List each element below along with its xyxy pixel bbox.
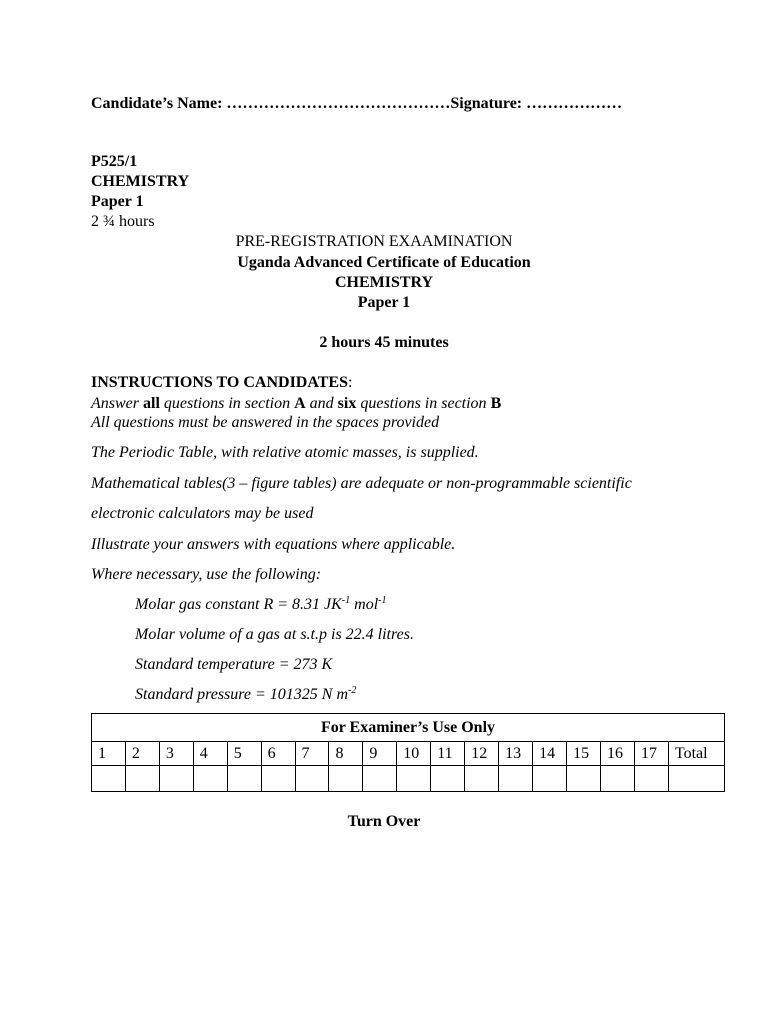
instr1-part1: Answer (91, 395, 143, 412)
marks-cell[interactable] (125, 766, 159, 792)
exam-name: PRE-REGISTRATION EXAAMINATION (235, 233, 513, 250)
marks-cell[interactable] (397, 766, 431, 792)
constant-gas-constant (135, 595, 386, 615)
question-number-cell: 13 (499, 742, 533, 766)
question-number-cell: 1 (92, 742, 126, 766)
instr1-bold-all: all (143, 395, 160, 412)
marks-cell[interactable] (567, 766, 601, 792)
marks-cell[interactable] (499, 766, 533, 792)
question-number-cell: 9 (363, 742, 397, 766)
question-number-cell: 15 (567, 742, 601, 766)
marks-cell[interactable] (227, 766, 261, 792)
instr1-bold-six: six (337, 395, 357, 412)
marks-cell[interactable] (329, 766, 363, 792)
std-pressure-text: Standard pressure = 101325 N m (135, 686, 349, 703)
marks-cell[interactable] (533, 766, 567, 792)
constant-molar-volume: Molar volume of a gas at s.t.p is 22.4 litres. (135, 626, 414, 643)
marks-cell[interactable] (431, 766, 465, 792)
gas-constant-sup1: -1 (341, 595, 351, 606)
question-number-cell: 10 (397, 742, 431, 766)
instructions-heading-colon: : (347, 374, 353, 391)
paper-number: Paper 1 (91, 193, 144, 210)
instruction-equations: Illustrate your answers with equations where applicable. (91, 536, 456, 553)
examiner-use-table (91, 713, 725, 792)
question-number-cell: 5 (227, 742, 261, 766)
marks-cell[interactable] (601, 766, 635, 792)
instruction-math-tables: Mathematical tables(3 – figure tables) are adequate or non-programmable scientific (91, 475, 632, 492)
marks-cell[interactable] (92, 766, 126, 792)
signature-label: Signature: ……………… (450, 95, 623, 112)
examiner-marks-row (92, 766, 725, 792)
constant-std-temperature: Standard temperature = 273 K (135, 656, 333, 673)
candidate-name-label: Candidate’s Name: …………………………………… (91, 95, 451, 112)
exam-board: Uganda Advanced Certificate of Education (237, 254, 531, 271)
question-number-cell: 17 (634, 742, 668, 766)
marks-cell[interactable] (295, 766, 329, 792)
exam-subject: CHEMISTRY (334, 274, 434, 291)
instr1-bold-b: B (490, 395, 502, 412)
question-number-cell: 7 (295, 742, 329, 766)
gas-constant-text: Molar gas constant R = 8.31 JK (135, 596, 342, 613)
instructions-heading: INSTRUCTIONS TO CANDIDATES (91, 374, 348, 391)
exam-duration: 2 hours 45 minutes (319, 334, 449, 351)
question-number-cell: 6 (261, 742, 295, 766)
paper-duration-short: 2 ¾ hours (91, 213, 155, 230)
gas-constant-mol: mol (350, 596, 379, 613)
std-pressure-sup: -2 (348, 685, 357, 696)
constant-std-pressure (135, 685, 356, 705)
marks-cell[interactable] (193, 766, 227, 792)
instructions-heading-line (91, 373, 352, 393)
marks-cell[interactable] (363, 766, 397, 792)
question-number-cell: 8 (329, 742, 363, 766)
instruction-periodic-table: The Periodic Table, with relative atomic masses, is supplied. (91, 444, 479, 461)
question-number-cell: 3 (159, 742, 193, 766)
turn-over-text: Turn Over (347, 813, 421, 830)
question-number-cell: 4 (193, 742, 227, 766)
paper-code: P525/1 (91, 153, 138, 170)
exam-paper: Paper 1 (357, 294, 411, 311)
question-number-cell: 2 (125, 742, 159, 766)
question-number-cell: 14 (533, 742, 567, 766)
examiner-question-number-row (92, 742, 725, 766)
instruction-answer-sections (91, 394, 501, 414)
instruction-spaces: All questions must be answered in the spaces provided (91, 414, 440, 431)
gas-constant-sup2: -1 (378, 595, 387, 606)
marks-cell[interactable] (261, 766, 295, 792)
instr1-part2: questions in section (159, 395, 295, 412)
instr1-part3: and (305, 395, 338, 412)
candidate-line (91, 94, 622, 114)
instr1-part4: questions in section (356, 395, 491, 412)
marks-cell[interactable] (668, 766, 724, 792)
marks-cell[interactable] (159, 766, 193, 792)
paper-subject: CHEMISTRY (91, 173, 190, 190)
question-number-cell: 16 (601, 742, 635, 766)
question-number-cell: 11 (431, 742, 465, 766)
question-number-cell: 12 (465, 742, 499, 766)
marks-cell[interactable] (634, 766, 668, 792)
question-number-cell: Total (668, 742, 724, 766)
instr1-bold-a: A (294, 395, 306, 412)
instruction-calculators: electronic calculators may be used (91, 505, 314, 522)
examiner-table-title: For Examiner’s Use Only (92, 714, 725, 742)
marks-cell[interactable] (465, 766, 499, 792)
instruction-constants-intro: Where necessary, use the following: (91, 566, 322, 583)
